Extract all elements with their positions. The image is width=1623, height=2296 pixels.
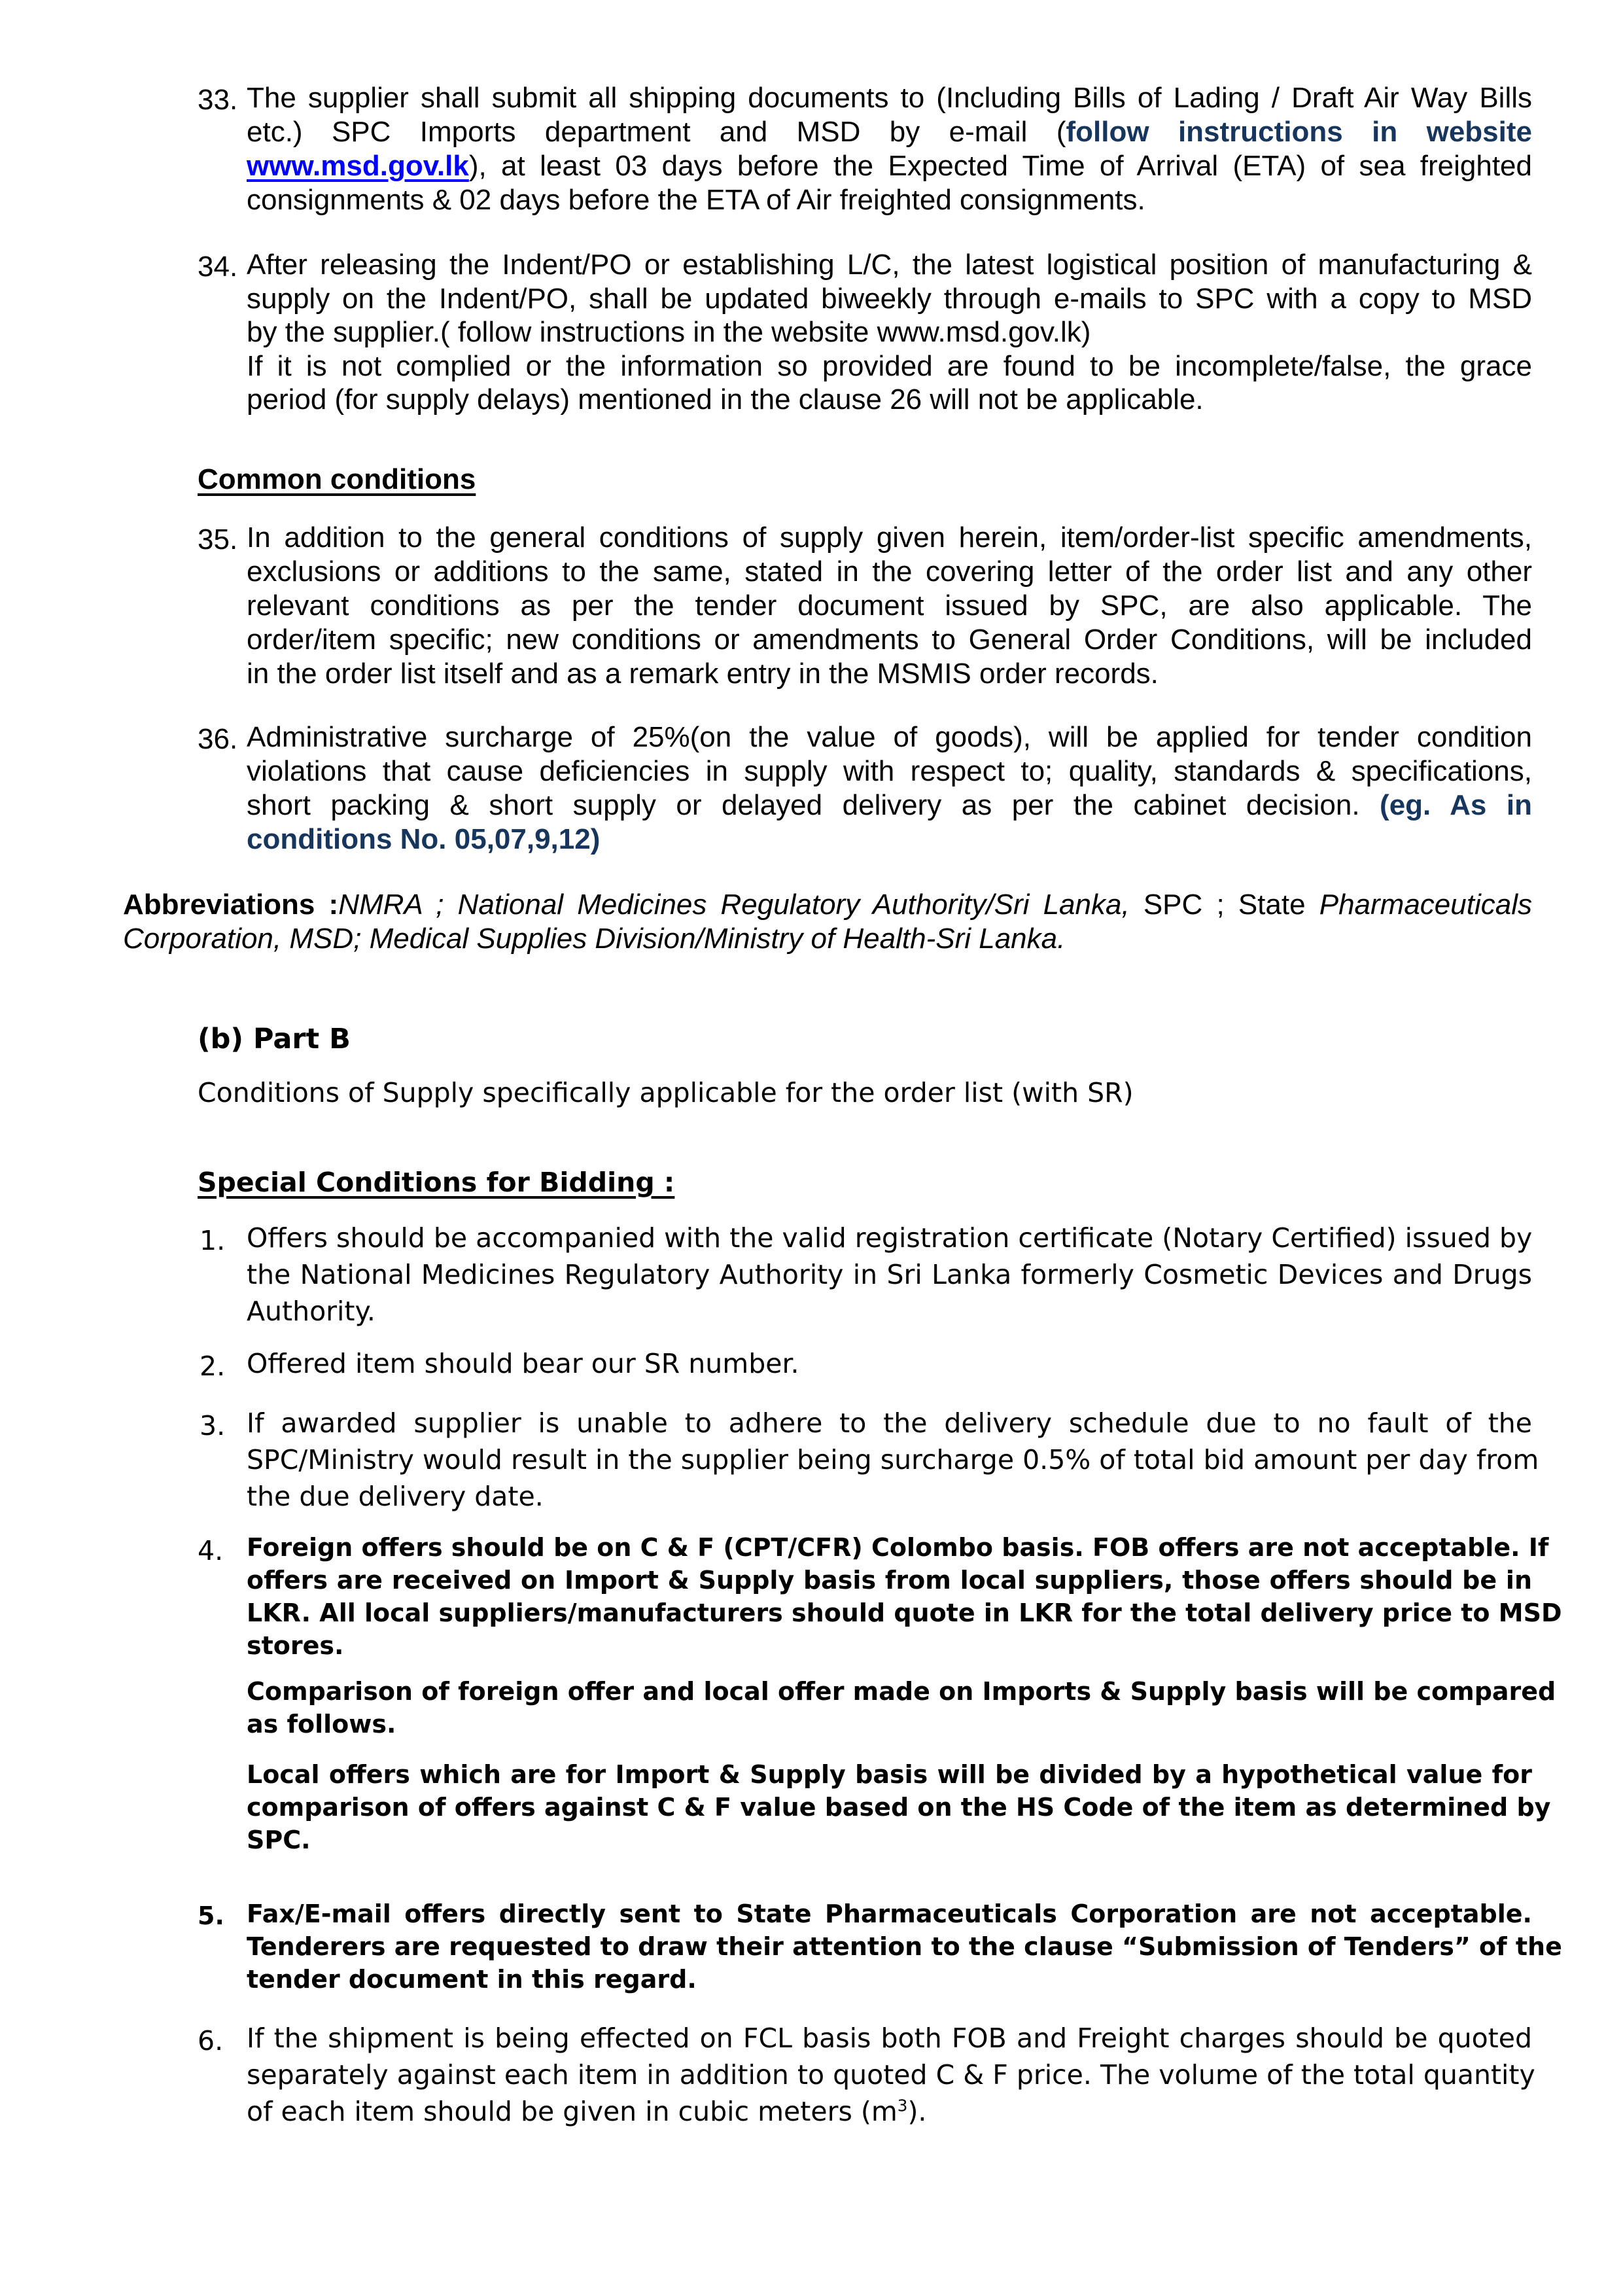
condition-line: Foreign offers should be on C & F (CPT/CFR) Colombo basis. FOB offers are not acceptable. If — [247, 1533, 1549, 1562]
condition-number: 4. — [198, 1535, 224, 1566]
condition-line: Authority. — [247, 1296, 375, 1327]
condition-line: SPC. — [247, 1826, 311, 1854]
abbreviation-spc: SPC ; State — [1129, 889, 1319, 921]
clause-number: 36. — [198, 723, 238, 755]
clause-line: If it is not complied or the information so provided are found to be incomplete/false, the grace — [247, 350, 1532, 382]
condition-line: comparison of offers against C & F value based on the HS Code of the item as determined by — [247, 1793, 1551, 1822]
clause-line: period (for supply delays) mentioned in the clause 26 will not be applicable. — [247, 383, 1204, 415]
clause-text: etc.) SPC Imports department and MSD by e-mail ( — [247, 116, 1066, 148]
condition-number: 3. — [200, 1410, 226, 1441]
clause-number: 33. — [198, 84, 238, 116]
clause-line — [247, 791, 1532, 820]
clause-line: consignments & 02 days before the ETA of Air freighted consignments. — [247, 184, 1145, 216]
clause-line — [247, 152, 1532, 181]
condition-line: Comparison of foreign offer and local offer made on Imports & Supply basis will be compared — [247, 1677, 1556, 1706]
condition-line: Fax/E-mail offers directly sent to State Pharmaceuticals Corporation are not acceptable. — [247, 1899, 1532, 1928]
condition-line: Tenderers are requested to draw their attention to the clause “Submission of Tenders” of the — [247, 1932, 1562, 1961]
superscript: 3 — [897, 2096, 908, 2115]
common-conditions-heading: Common conditions — [198, 463, 476, 495]
condition-line: as follows. — [247, 1710, 396, 1739]
abbreviations-label: Abbreviations : — [123, 889, 339, 921]
condition-line: tender document in this regard. — [247, 1965, 697, 1994]
emphasis-line: conditions No. 05,07,9,12) — [247, 823, 601, 855]
clause-line: The supplier shall submit all shipping documents to (Including Bills of Lading / Draft Air Way Bills — [247, 82, 1532, 114]
part-b-subtitle: Conditions of Supply specifically applicable for the order list (with SR) — [198, 1077, 1134, 1108]
condition-number: 6. — [198, 2025, 224, 2057]
clause-number: 35. — [198, 523, 238, 556]
condition-line: the due delivery date. — [247, 1481, 544, 1512]
special-conditions-heading: Special Conditions for Bidding : — [198, 1167, 675, 1198]
clause-line: by the supplier.( follow instructions in the website www.msd.gov.lk) — [247, 316, 1091, 348]
clause-line: In addition to the general conditions of supply given herein, item/order-list specific amendments, — [247, 521, 1532, 554]
clause-line: order/item specific; new conditions or amendments to General Order Conditions, will be included — [247, 624, 1532, 656]
condition-text-tail: ). — [907, 2096, 927, 2127]
clause-line: in the order list itself and as a remark entry in the MSMIS order records. — [247, 658, 1159, 690]
condition-number: 1. — [200, 1225, 226, 1256]
condition-number: 5. — [198, 1901, 224, 1930]
clause-line: After releasing the Indent/PO or establishing L/C, the latest logistical position of manufacturing & — [247, 249, 1532, 281]
clause-line: supply on the Indent/PO, shall be updated biweekly through e-mails to SPC with a copy to MSD — [247, 283, 1532, 315]
condition-line: Offers should be accompanied with the valid registration certificate (Notary Certified) issued by — [247, 1222, 1533, 1254]
condition-line: offers are received on Import & Supply basis from local suppliers, those offers should be in — [247, 1566, 1532, 1595]
clause-line: exclusions or additions to the same, stated in the covering letter of the order list and any other — [247, 556, 1532, 588]
clause-line: violations that cause deficiencies in supply with respect to; quality, standards & specifications, — [247, 755, 1532, 787]
condition-line: Local offers which are for Import & Supply basis will be divided by a hypothetical value for — [247, 1760, 1532, 1789]
clause-line: relevant conditions as per the tender document issued by SPC, are also applicable. The — [247, 590, 1532, 622]
condition-line: LKR. All local suppliers/manufacturers should quote in LKR for the total delivery price to MSD — [247, 1598, 1562, 1627]
clause-number: 34. — [198, 251, 238, 283]
condition-line: If the shipment is being effected on FCL basis both FOB and Freight charges should be quoted — [247, 2022, 1532, 2054]
emphasis-text: follow instructions in website — [1066, 116, 1532, 148]
abbreviation-nmra: NMRA ; National Medicines Regulatory Authority/Sri Lanka, — [338, 889, 1130, 921]
clause-text: short packing & short supply or delayed delivery as per the cabinet decision. — [247, 789, 1380, 821]
clause-text: ), at least 03 days before the Expected Time of Arrival (ETA) of sea freighted — [468, 150, 1532, 182]
clause-line: Administrative surcharge of 25%(on the value of goods), will be applied for tender condition — [247, 721, 1532, 753]
abbreviation-spc-italic: Pharmaceuticals — [1319, 889, 1532, 921]
condition-line: If awarded supplier is unable to adhere to the delivery schedule due to no fault of the — [247, 1407, 1532, 1439]
condition-line: Offered item should bear our SR number. — [247, 1348, 799, 1379]
emphasis-text: (eg. As in — [1380, 789, 1532, 821]
condition-line: SPC/Ministry would result in the supplier being surcharge 0.5% of total bid amount per day from — [247, 1444, 1539, 1475]
abbreviations-line — [123, 891, 1532, 919]
condition-line: the National Medicines Regulatory Authority in Sri Lanka formerly Cosmetic Devices and Drugs — [247, 1259, 1532, 1290]
clause-line — [247, 118, 1532, 147]
condition-line — [247, 2098, 926, 2125]
msd-website-link[interactable]: www.msd.gov.lk — [247, 150, 469, 182]
condition-line: separately against each item in addition to quoted C & F price. The volume of the total quantity — [247, 2059, 1535, 2091]
condition-line: stores. — [247, 1631, 344, 1660]
condition-text: of each item should be given in cubic meters (m — [247, 2096, 898, 2127]
part-b-title: (b) Part B — [198, 1023, 351, 1055]
abbreviations-line-2: Corporation, MSD; Medical Supplies Division/Ministry of Health-Sri Lanka. — [123, 923, 1066, 955]
condition-number: 2. — [200, 1351, 226, 1382]
